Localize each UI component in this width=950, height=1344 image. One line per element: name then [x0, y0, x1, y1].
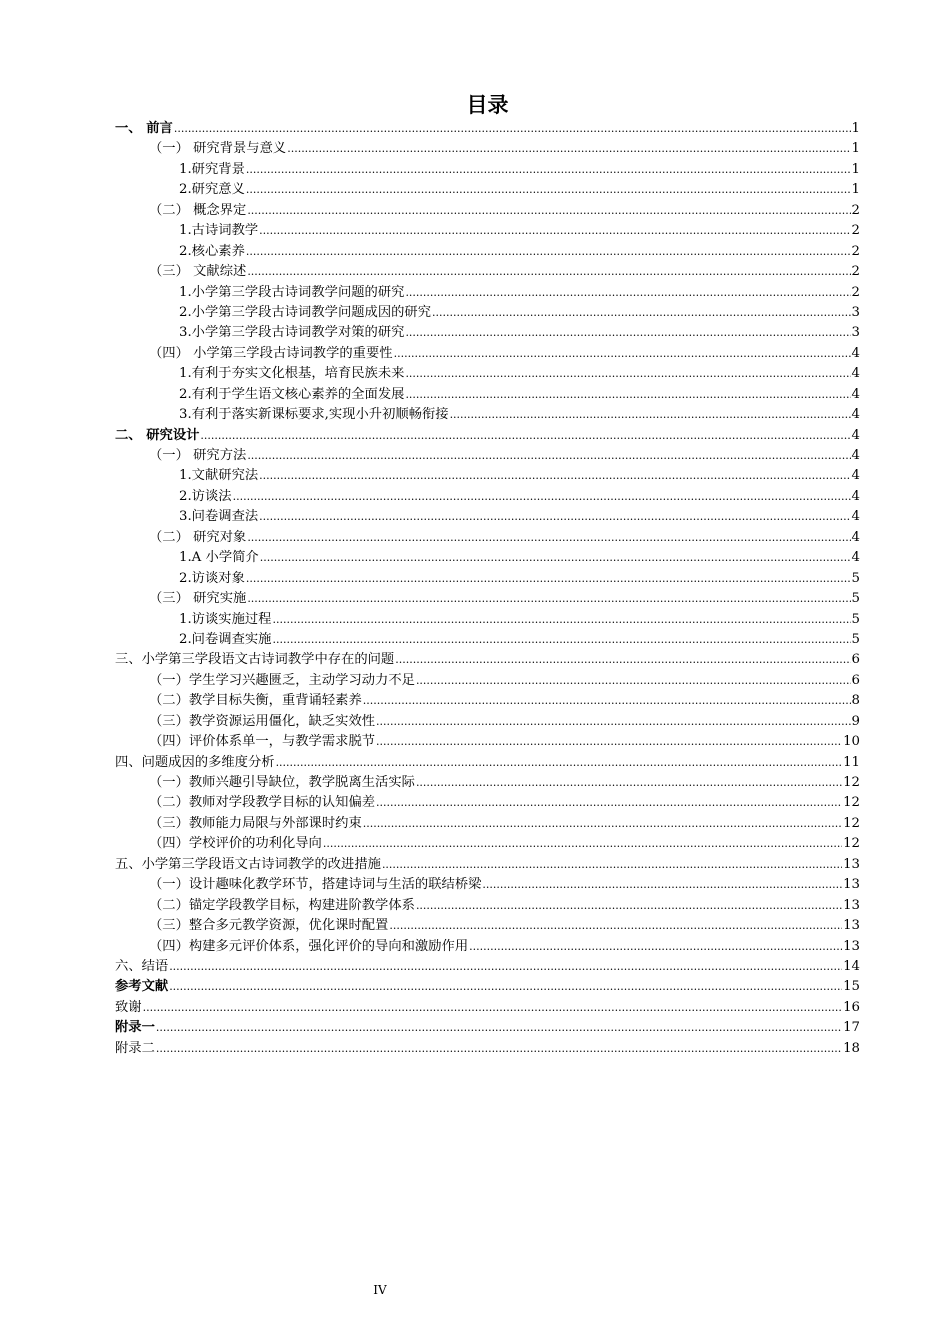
toc-dot-leader [482, 875, 842, 895]
toc-entry-title: （四）构建多元评价体系，强化评价的导向和激励作用 [149, 938, 469, 954]
toc-entry-page: 2 [851, 223, 860, 239]
toc-dot-leader [376, 793, 842, 813]
toc-entry[interactable] [115, 855, 860, 875]
toc-entry-page: 4 [851, 550, 860, 566]
toc-entry-title: 一、 前言 [115, 121, 173, 136]
toc-entry-page: 15 [843, 979, 860, 995]
toc-entry-title: 3.有利于落实新课标要求,实现小升初顺畅衔接 [179, 407, 449, 423]
toc-dot-leader [233, 487, 851, 507]
toc-entry-title: （二）锚定学段教学目标，构建进阶教学体系 [149, 897, 415, 913]
toc-entry-title: 五、小学第三学段语文古诗词教学的改进措施 [115, 856, 381, 872]
toc-entry-title: 3.问卷调查法 [179, 509, 259, 525]
toc-entry[interactable] [115, 916, 860, 936]
toc-entry-title: 附录一 [115, 1020, 155, 1036]
toc-dot-leader [247, 528, 850, 548]
table-of-contents [115, 119, 860, 1059]
toc-entry[interactable] [115, 446, 860, 466]
toc-entry-page: 4 [851, 448, 860, 463]
toc-dot-leader [405, 364, 850, 384]
toc-entry-title: （一） 研究方法 [149, 448, 247, 463]
toc-entry[interactable] [115, 283, 860, 303]
toc-entry[interactable] [115, 262, 860, 282]
toc-dot-leader [200, 426, 850, 446]
toc-dot-leader [416, 773, 842, 793]
toc-entry[interactable] [115, 119, 860, 139]
toc-entry-title: 1.小学第三学段古诗词教学问题的研究 [179, 284, 405, 300]
toc-entry[interactable] [115, 487, 860, 507]
toc-entry-title: 2.核心素养 [179, 243, 245, 259]
toc-entry-title: （三） 研究实施 [149, 591, 247, 607]
toc-entry[interactable] [115, 221, 860, 241]
toc-entry-title: （三）教师能力局限与外部课时约束 [149, 815, 362, 831]
toc-entry-title: 1.A 小学简介 [179, 550, 259, 566]
toc-entry-page: 3 [851, 304, 860, 320]
toc-entry-title: （一）教师兴趣引导缺位，教学脱离生活实际 [149, 775, 415, 790]
toc-entry-title: 致谢 [115, 999, 142, 1015]
toc-entry-page: 13 [843, 938, 860, 954]
toc-entry-title: 1.访谈实施过程 [179, 611, 272, 627]
toc-entry-title: （一） 研究背景与意义 [149, 141, 287, 157]
toc-dot-leader [246, 160, 851, 180]
toc-dot-leader [246, 242, 851, 262]
toc-entry-page: 12 [843, 836, 860, 852]
toc-dot-leader [382, 855, 842, 875]
toc-entry[interactable] [115, 589, 860, 609]
toc-entry-title: 2.有利于学生语文核心素养的全面发展 [179, 386, 405, 402]
toc-entry[interactable] [115, 834, 860, 854]
toc-entry-page: 2 [851, 264, 860, 280]
toc-entry-page: 3 [851, 325, 860, 341]
toc-entry[interactable] [115, 242, 860, 262]
toc-entry-page: 4 [851, 427, 860, 443]
toc-entry[interactable] [115, 1039, 860, 1059]
toc-dot-leader [394, 344, 851, 364]
toc-entry[interactable] [115, 957, 860, 977]
toc-dot-leader [416, 671, 851, 691]
toc-entry-page: 16 [843, 999, 860, 1015]
toc-dot-leader [276, 753, 843, 773]
toc-entry-page: 4 [851, 529, 860, 545]
toc-dot-leader [389, 916, 842, 936]
toc-dot-leader [247, 262, 850, 282]
toc-entry-page: 12 [843, 815, 860, 831]
toc-entry-page: 4 [851, 468, 860, 484]
toc-entry[interactable] [115, 160, 860, 180]
toc-dot-leader [247, 446, 850, 466]
toc-entry[interactable] [115, 405, 860, 425]
toc-entry-page: 5 [851, 591, 860, 607]
toc-dot-leader [143, 998, 842, 1018]
toc-entry-page: 12 [843, 775, 860, 790]
toc-dot-leader [247, 589, 850, 609]
toc-dot-leader [246, 569, 851, 589]
toc-dot-leader [260, 548, 851, 568]
toc-entry-title: 2.访谈对象 [179, 570, 245, 586]
toc-entry-title: 1.有利于夯实文化根基，培育民族未来 [179, 366, 405, 382]
page-number: IV [373, 1283, 387, 1297]
toc-entry-page: 2 [851, 202, 860, 218]
toc-entry[interactable] [115, 1018, 860, 1038]
toc-entry[interactable] [115, 691, 860, 711]
toc-entry-title: （二）教师对学段教学目标的认知偏差 [149, 795, 376, 811]
toc-entry-title: （二） 研究对象 [149, 529, 247, 545]
toc-entry-title: （三） 文献综述 [149, 264, 247, 280]
toc-dot-leader [363, 814, 842, 834]
toc-entry-page: 4 [851, 407, 860, 423]
toc-entry-page: 4 [851, 509, 860, 525]
toc-dot-leader [169, 957, 842, 977]
toc-entry[interactable] [115, 977, 860, 997]
toc-entry[interactable] [115, 466, 860, 486]
toc-entry[interactable] [115, 180, 860, 200]
toc-entry-page: 1 [851, 141, 860, 157]
toc-dot-leader [450, 405, 851, 425]
toc-entry[interactable] [115, 998, 860, 1018]
toc-entry[interactable] [115, 732, 860, 752]
toc-entry-title: （四）评价体系单一，与教学需求脱节 [149, 734, 376, 750]
toc-dot-leader [395, 650, 850, 670]
toc-entry-title: 2.访谈法 [179, 488, 232, 504]
toc-entry-page: 4 [851, 488, 860, 504]
toc-entry[interactable] [115, 139, 860, 159]
toc-entry[interactable] [115, 753, 860, 773]
toc-entry-title: （四）学校评价的功利化导向 [149, 836, 322, 852]
toc-entry[interactable] [115, 793, 860, 813]
toc-entry[interactable] [115, 671, 860, 691]
toc-entry-title: 1.文献研究法 [179, 468, 259, 484]
toc-entry[interactable] [115, 630, 860, 650]
toc-entry-title: （三）教学资源运用僵化，缺乏实效性 [149, 713, 376, 729]
toc-dot-leader [405, 283, 850, 303]
toc-entry-title: 1.古诗词教学 [179, 223, 259, 239]
toc-entry[interactable] [115, 344, 860, 364]
toc-entry-title: 参考文献 [115, 979, 169, 995]
toc-entry-title: （三）整合多元教学资源，优化课时配置 [149, 918, 389, 934]
toc-entry-title: （二） 概念界定 [149, 202, 247, 218]
toc-entry-page: 5 [851, 611, 860, 627]
toc-entry-page: 9 [851, 713, 860, 729]
toc-dot-leader [376, 732, 842, 752]
toc-entry-page: 11 [843, 754, 860, 770]
toc-entry-title: 三、小学第三学段语文古诗词教学中存在的问题 [115, 652, 395, 668]
toc-entry-page: 5 [851, 631, 860, 647]
toc-entry-title: （一）设计趣味化教学环节，搭建诗词与生活的联结桥梁 [149, 877, 482, 893]
toc-entry-title: 2.研究意义 [179, 182, 245, 198]
toc-dot-leader [246, 180, 851, 200]
toc-entry[interactable] [115, 323, 860, 343]
toc-entry-page: 18 [843, 1040, 860, 1056]
toc-entry[interactable] [115, 548, 860, 568]
toc-entry-page: 13 [843, 877, 860, 893]
toc-entry-page: 1 [851, 161, 860, 177]
toc-entry-page: 5 [851, 570, 860, 586]
toc-entry-page: 4 [851, 366, 860, 382]
toc-entry-title: （四） 小学第三学段古诗词教学的重要性 [149, 345, 393, 361]
toc-entry-title: 3.小学第三学段古诗词教学对策的研究 [179, 325, 405, 341]
toc-entry[interactable] [115, 364, 860, 384]
toc-dot-leader [405, 385, 850, 405]
toc-entry-page: 8 [851, 693, 860, 709]
toc-dot-leader [363, 691, 851, 711]
toc-entry-page: 6 [851, 672, 860, 688]
toc-entry[interactable] [115, 896, 860, 916]
toc-dot-leader [174, 119, 851, 139]
toc-entry-title: 六、结语 [115, 958, 169, 974]
toc-entry-title: 四、问题成因的多维度分析 [115, 754, 275, 770]
toc-entry[interactable] [115, 610, 860, 630]
toc-dot-leader [169, 977, 842, 997]
toc-entry-title: 附录二 [115, 1040, 155, 1056]
toc-entry-title: （一）学生学习兴趣匮乏，主动学习动力不足 [149, 672, 415, 688]
toc-dot-leader [272, 610, 850, 630]
toc-dot-leader [323, 834, 842, 854]
toc-entry-page: 4 [851, 386, 860, 402]
toc-entry[interactable] [115, 303, 860, 323]
toc-dot-leader [432, 303, 851, 323]
toc-entry[interactable] [115, 875, 860, 895]
toc-entry[interactable] [115, 385, 860, 405]
toc-entry-title: （二）教学目标失衡，重背诵轻素养 [149, 693, 362, 709]
toc-dot-leader [376, 712, 850, 732]
toc-title: 目录 [466, 93, 509, 117]
toc-dot-leader [156, 1039, 842, 1059]
toc-entry-page: 4 [851, 345, 860, 361]
toc-entry-page: 2 [851, 284, 860, 300]
toc-entry[interactable] [115, 650, 860, 670]
toc-entry-page: 1 [851, 121, 860, 136]
toc-dot-leader [259, 466, 850, 486]
toc-entry-page: 13 [843, 918, 860, 934]
toc-entry-page: 6 [851, 652, 860, 668]
toc-entry[interactable] [115, 201, 860, 221]
toc-entry[interactable] [115, 712, 860, 732]
toc-entry-page: 2 [851, 243, 860, 259]
toc-entry-title: 2.问卷调查实施 [179, 631, 272, 647]
toc-entry-page: 14 [843, 958, 860, 974]
toc-entry-title: 1.研究背景 [179, 161, 245, 177]
toc-entry-page: 13 [843, 897, 860, 913]
toc-dot-leader [259, 221, 850, 241]
toc-entry-title: 二、 研究设计 [115, 427, 200, 443]
toc-dot-leader [247, 201, 850, 221]
toc-entry[interactable] [115, 426, 860, 446]
toc-dot-leader [259, 507, 850, 527]
toc-entry[interactable] [115, 507, 860, 527]
toc-entry-page: 13 [843, 856, 860, 872]
toc-entry[interactable] [115, 569, 860, 589]
toc-entry-page: 12 [843, 795, 860, 811]
toc-dot-leader [287, 139, 850, 159]
toc-entry-page: 17 [843, 1020, 860, 1036]
toc-dot-leader [416, 896, 842, 916]
toc-entry-title: 2.小学第三学段古诗词教学问题成因的研究 [179, 304, 432, 320]
toc-dot-leader [272, 630, 850, 650]
toc-dot-leader [156, 1018, 842, 1038]
toc-dot-leader [405, 323, 850, 343]
toc-dot-leader [469, 937, 842, 957]
toc-entry[interactable] [115, 814, 860, 834]
toc-entry-page: 1 [851, 182, 860, 198]
toc-entry[interactable] [115, 773, 860, 793]
toc-entry-page: 10 [843, 734, 860, 750]
toc-entry[interactable] [115, 528, 860, 548]
toc-entry[interactable] [115, 937, 860, 957]
